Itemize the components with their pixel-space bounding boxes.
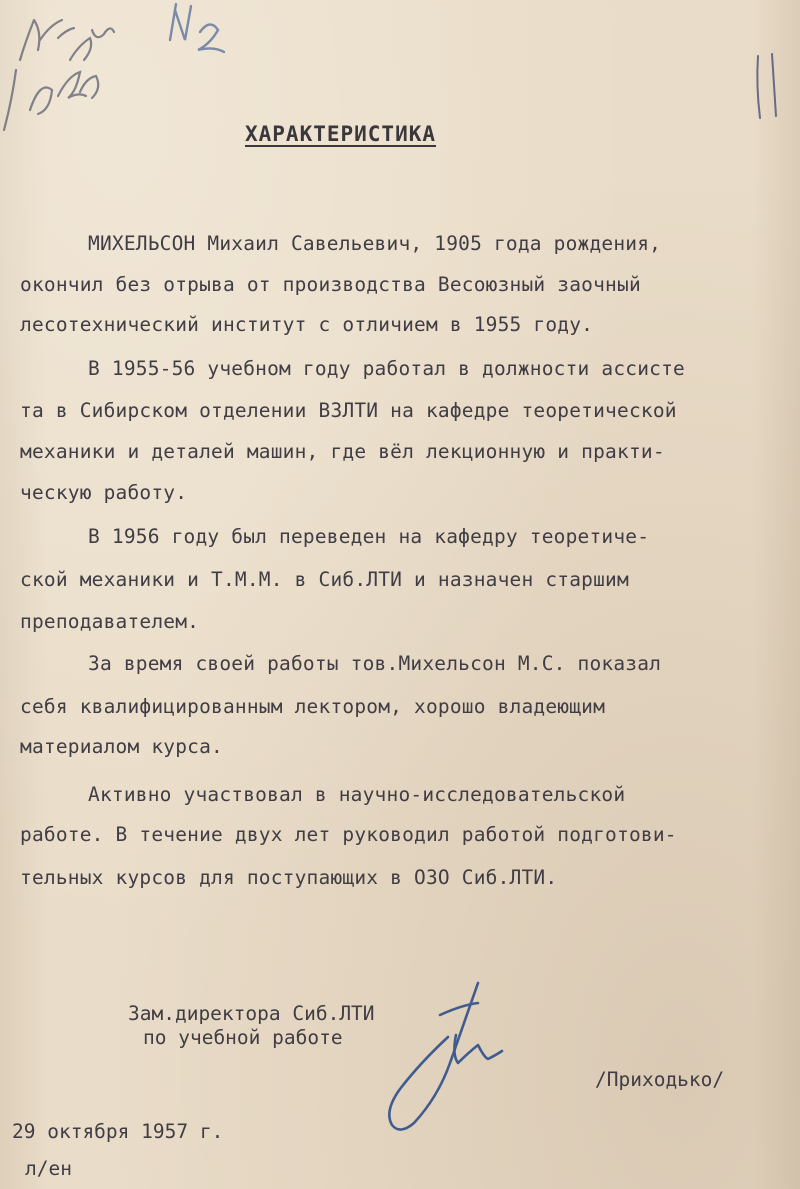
text-line: лесотехнический институт с отличием в 1955 году. [20,313,594,336]
handwritten-signature [380,975,520,1135]
signatory-position: Зам.директора Сиб.ЛТИ [128,1002,375,1025]
text-line: ческую работу. [20,481,188,504]
text-line: механики и деталей машин, где вёл лекционную и практи- [20,440,665,463]
document-date: 29 октября 1957 г. [12,1120,224,1143]
text-line: преподавателем. [20,610,200,633]
text-line: В 1956 году был переведен на кафедру теоретиче- [88,525,650,548]
text-line: В 1955-56 учебном году работал в должности ассисте [88,357,685,380]
page-number-handwritten [748,50,788,130]
typist-initials: л/ен [25,1157,72,1180]
text-line: материалом курса. [20,735,223,758]
text-line: Активно участвовал в научно-исследовательской [88,783,626,806]
signatory-name: /Приходько/ [595,1068,725,1091]
text-line: окончил без отрыва от производства Весоюзный заочный [20,273,641,296]
handwritten-corner-notes [0,0,250,190]
text-line: работе. В течение двух лет руководил работой подготови- [20,823,677,846]
text-line: МИХЕЛЬСОН Михаил Савельевич, 1905 года рождения, [88,232,662,255]
signatory-position-line2: по учебной работе [143,1026,343,1049]
text-line: ской механики и Т.М.М. в Сиб.ЛТИ и назначен старшим [20,568,629,591]
text-line: та в Сибирском отделении ВЗЛТИ на кафедре теоретической [20,399,677,422]
text-line: себя квалифицированным лектором, хорошо владеющим [20,695,606,718]
document-title: ХАРАКТЕРИСТИКА [245,122,437,146]
text-line: За время своей работы тов.Михельсон М.С. показал [88,652,662,675]
text-line: тельных курсов для поступающих в ОЗО Сиб.ЛТИ. [20,866,558,889]
